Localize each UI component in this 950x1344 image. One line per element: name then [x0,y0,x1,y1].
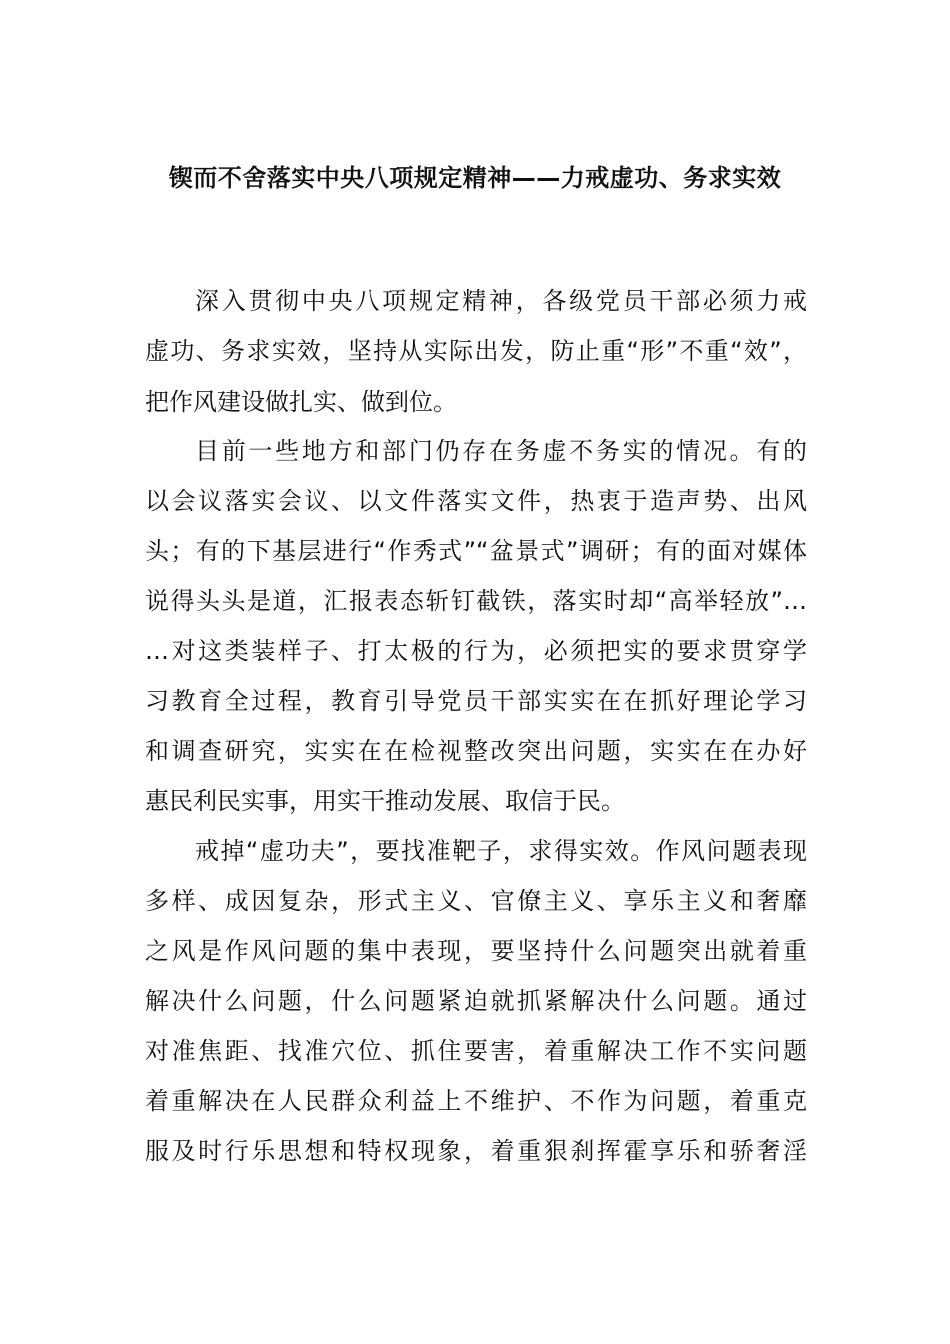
paragraph-2-line-8: 惠民利民实事，用实干推动发展、取信于民。 [145,787,625,815]
paragraph-2-line-3: 头；有的下基层进行“作秀式”“盆景式”调研；有的面对媒体 [145,537,807,565]
paragraph-3-line-3: 之风是作风问题的集中表现，要坚持什么问题突出就着重 [145,937,807,965]
paragraph-2-line-4: 说得头头是道，汇报表态斩钉截铁，落实时却“高举轻放”… [145,587,807,615]
paragraph-2-line-5: …对这类装样子、打太极的行为，必须把实的要求贯穿学 [145,637,807,665]
document-title: 锲而不舍落实中央八项规定精神——力戒虚功、务求实效 [168,164,782,192]
paragraph-2-line-7: 和调查研究，实实在在检视整改突出问题，实实在在办好 [145,737,807,765]
paragraph-1-line-1: 深入贯彻中央八项规定精神，各级党员干部必须力戒 [195,287,807,315]
paragraph-2-line-2: 以会议落实会议、以文件落实文件，热衷于造声势、出风 [145,487,807,515]
paragraph-1-line-3: 把作风建设做扎实、做到位。 [145,388,457,416]
paragraph-3-line-6: 着重解决在人民群众利益上不维护、不作为问题，着重克 [145,1087,807,1115]
paragraph-3-line-7: 服及时行乐思想和特权现象，着重狠刹挥霍享乐和骄奢淫 [145,1137,807,1165]
paragraph-3-line-2: 多样、成因复杂，形式主义、官僚主义、享乐主义和奢靡 [145,887,807,915]
paragraph-2-line-1: 目前一些地方和部门仍存在务虚不务实的情况。有的 [195,437,807,465]
paragraph-3-line-1: 戒掉“虚功夫”，要找准靶子，求得实效。作风问题表现 [195,837,807,865]
paragraph-3-line-5: 对准焦距、找准穴位、抓住要害，着重解决工作不实问题 [145,1037,807,1065]
paragraph-3-line-4: 解决什么问题，什么问题紧迫就抓紧解决什么问题。通过 [145,987,807,1015]
paragraph-1-line-2: 虚功、务求实效，坚持从实际出发，防止重“形”不重“效”， [145,337,807,365]
paragraph-2-line-6: 习教育全过程，教育引导党员干部实实在在抓好理论学习 [145,687,807,715]
